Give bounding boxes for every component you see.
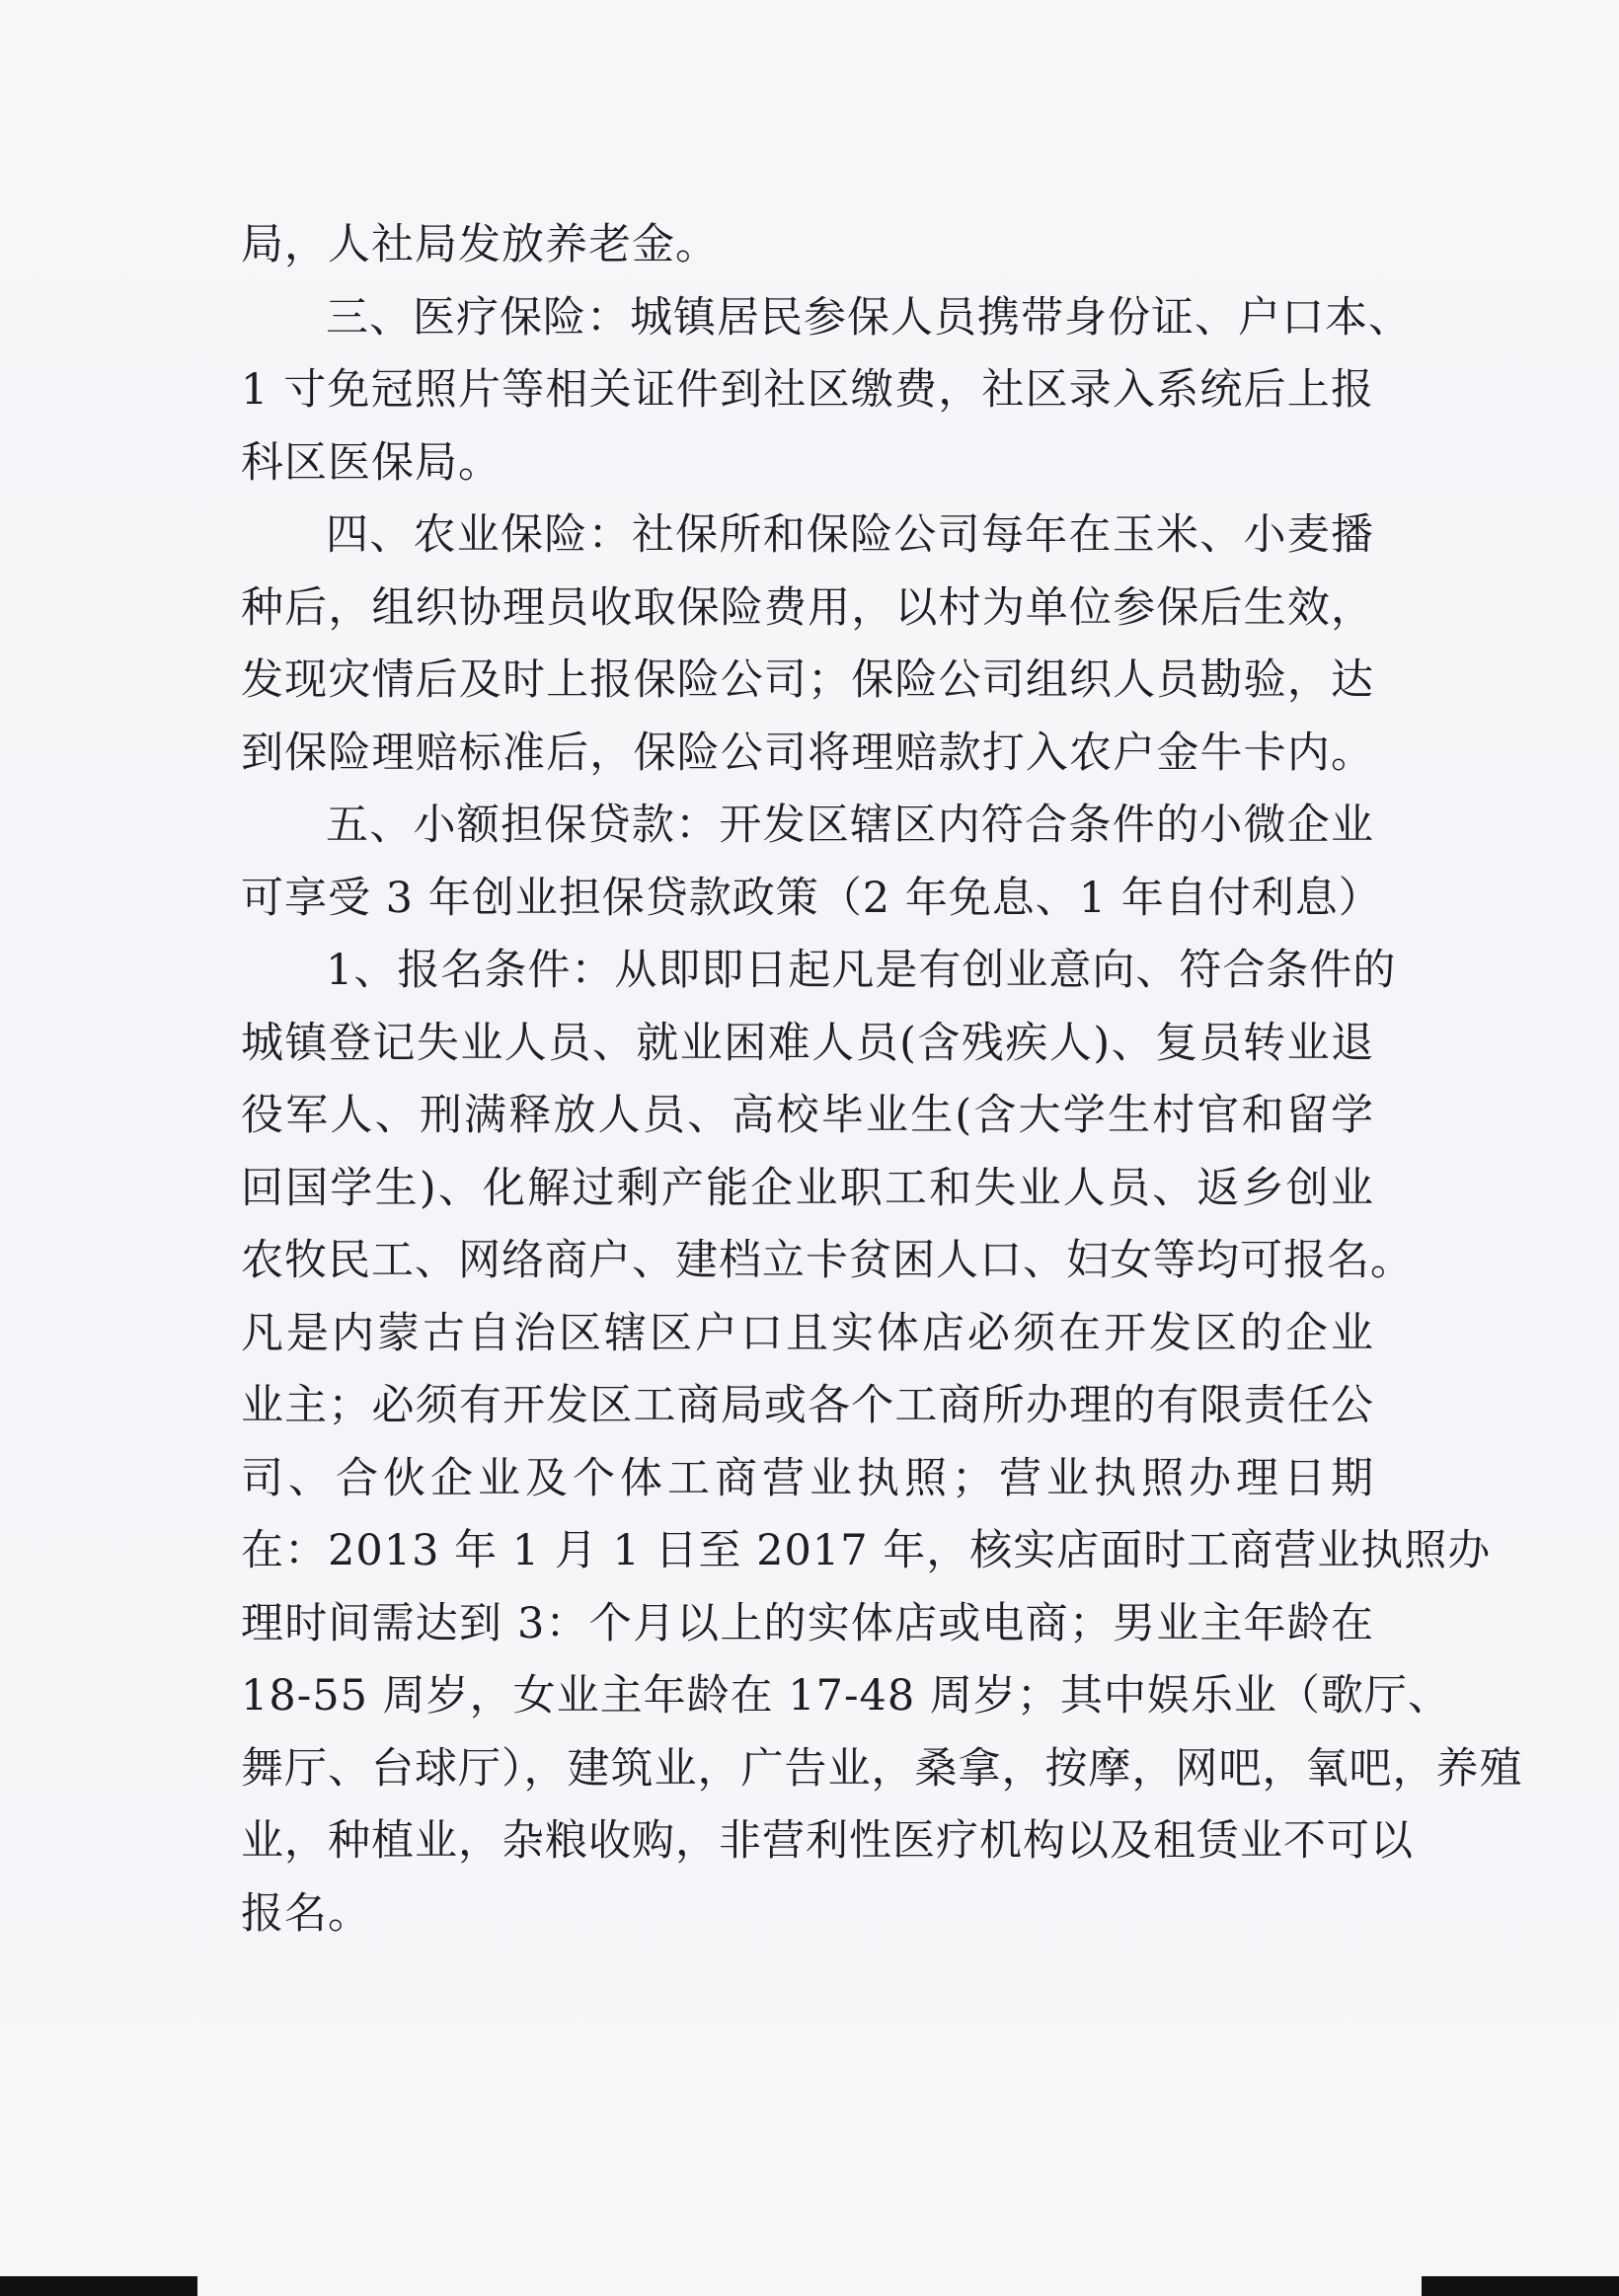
- scan-edge-mark-left: [0, 2276, 197, 2296]
- text-line: 舞厅、台球厅），建筑业，广告业，桑拿，按摩，网吧，氧吧，养殖: [241, 1743, 1523, 1794]
- text-line: 报名。: [241, 1888, 371, 1939]
- scan-edge-mark-right: [1422, 2276, 1619, 2296]
- section-heading-agricultural-insurance: 四、农业保险：社保所和保险公司每年在玉米、小麦播: [326, 510, 1374, 560]
- text-line: 役军人、刑满释放人员、高校毕业生(含大学生村官和留学: [241, 1091, 1374, 1140]
- text-line: 发现灾情后及时上报保险公司；保险公司组织人员勘验，达: [241, 655, 1374, 705]
- text-line: 局，人社局发放养老金。: [241, 220, 719, 269]
- text-line: 18-55 周岁，女业主年龄在 17-48 周岁；其中娱乐业（歌厅、: [241, 1671, 1451, 1721]
- section-heading-medical-insurance: 三、医疗保险：城镇居民参保人员携带身份证、户口本、: [326, 292, 1412, 343]
- section-heading-small-loan: 五、小额担保贷款：开发区辖区内符合条件的小微企业: [326, 801, 1374, 850]
- text-line: 在：2013 年 1 月 1 日至 2017 年，核实店面时工商营业执照办: [241, 1526, 1492, 1575]
- text-line: 业，种植业，杂粮收购，非营利性医疗机构以及租赁业不可以: [241, 1816, 1414, 1866]
- text-line: 司、合伙企业及个体工商营业执照；营业执照办理日期: [241, 1453, 1374, 1503]
- text-line: 城镇登记失业人员、就业困难人员(含残疾人)、复员转业退: [241, 1018, 1374, 1068]
- text-line: 农牧民工、网络商户、建档立卡贫困人口、妇女等均可报名。: [241, 1236, 1414, 1285]
- text-line: 种后，组织协理员收取保险费用，以村为单位参保后生效，: [241, 582, 1374, 633]
- text-line: 回国学生)、化解过剩产能企业职工和失业人员、返乡创业: [241, 1163, 1374, 1213]
- text-line: 业主；必须有开发区工商局或各个工商所办理的有限责任公: [241, 1381, 1374, 1430]
- subsection-heading-registration-conditions: 1、报名条件：从即即日起凡是有创业意向、符合条件的: [326, 946, 1397, 995]
- text-line: 科区医保局。: [241, 437, 501, 488]
- text-line: 1 寸免冠照片等相关证件到社区缴费，社区录入系统后上报: [241, 365, 1374, 415]
- text-line: 可享受 3 年创业担保贷款政策（2 年免息、1 年自付利息）: [241, 873, 1382, 923]
- text-line: 凡是内蒙古自治区辖区户口且实体店必须在开发区的企业: [241, 1308, 1374, 1358]
- text-line: 到保险理赔标准后，保险公司将理赔款打入农户金牛卡内。: [241, 727, 1374, 778]
- text-line: 理时间需达到 3：个月以上的实体店或电商；男业主年龄在: [241, 1598, 1374, 1648]
- document-body: [241, 209, 1523, 1951]
